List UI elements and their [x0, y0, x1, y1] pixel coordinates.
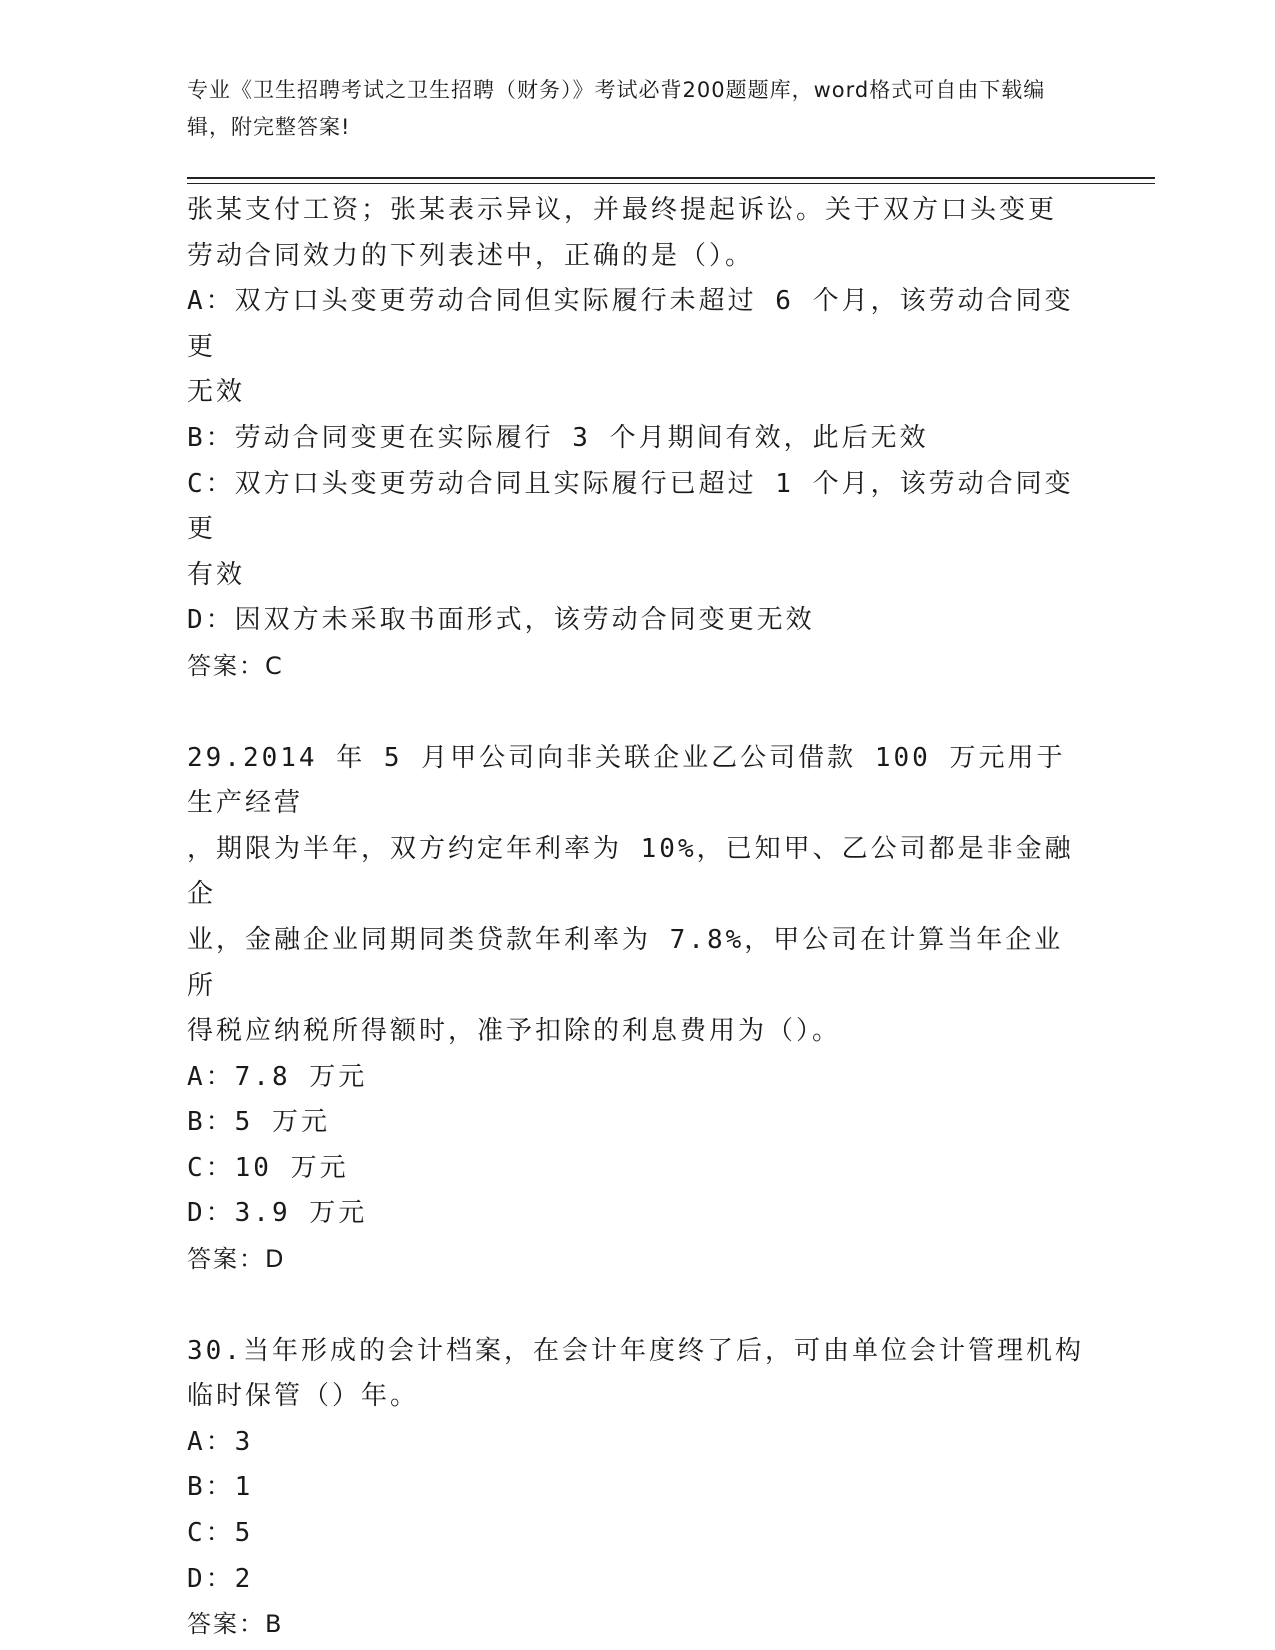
q30-stem-line: 临时保管（）年。	[187, 1381, 420, 1412]
q29-stem-line: ，期限为半年，双方约定年利率为 10%，已知甲、乙公司都是非金融企	[187, 833, 1074, 910]
q30-answer: 答案：B	[187, 1610, 284, 1639]
q28-option-a-cont: 无效	[187, 377, 246, 408]
q28-option-b: B：劳动合同变更在实际履行 3 个月期间有效，此后无效	[187, 422, 929, 453]
q28-stem-line: 张某支付工资；张某表示异议，并最终提起诉讼。关于双方口头变更	[187, 195, 1058, 225]
question-gap	[187, 1283, 1087, 1329]
page-header: 专业《卫生招聘考试之卫生招聘（财务）》考试必背200题题库，word格式可自由下载编辑，附完整答案!	[187, 78, 1046, 139]
question-content	[187, 188, 1087, 1648]
header-divider	[187, 177, 1155, 184]
q29-answer: 答案：D	[187, 1245, 286, 1274]
q30-option-b: B：1	[187, 1472, 254, 1503]
q29-stem-line: 得税应纳税所得额时，准予扣除的利息费用为（）。	[187, 1016, 842, 1047]
q28-option-c: C：双方口头变更劳动合同且实际履行已超过 1 个月，该劳动合同变更	[187, 468, 1074, 545]
q29-stem-line: 业，金融企业同期同类贷款年利率为 7.8%，甲公司在计算当年企业所	[187, 924, 1064, 1001]
q29-option-c: C：10 万元	[187, 1152, 349, 1183]
q29-option-a: A：7.8 万元	[187, 1061, 368, 1092]
q28-answer: 答案：C	[187, 651, 284, 680]
q28-option-a: A：双方口头变更劳动合同但实际履行未超过 6 个月，该劳动合同变更	[187, 286, 1074, 362]
q30-option-d: D：2	[187, 1563, 254, 1594]
q28-option-d: D：因双方未采取书面形式，该劳动合同变更无效	[187, 605, 815, 636]
q30-stem-line: 30.当年形成的会计档案，在会计年度终了后，可由单位会计管理机构	[187, 1335, 1084, 1366]
question-gap	[187, 690, 1087, 736]
q28-option-c-cont: 有效	[187, 559, 246, 590]
q28-stem-line: 劳动合同效力的下列表述中，正确的是（）。	[187, 240, 755, 271]
q29-option-b: B：5 万元	[187, 1107, 330, 1138]
q29-stem-line: 29.2014 年 5 月甲公司向非关联企业乙公司借款 100 万元用于生产经营	[187, 742, 1066, 819]
q30-option-a: A：3	[187, 1426, 254, 1457]
q29-option-d: D：3.9 万元	[187, 1198, 368, 1229]
q30-option-c: C：5	[187, 1518, 254, 1549]
